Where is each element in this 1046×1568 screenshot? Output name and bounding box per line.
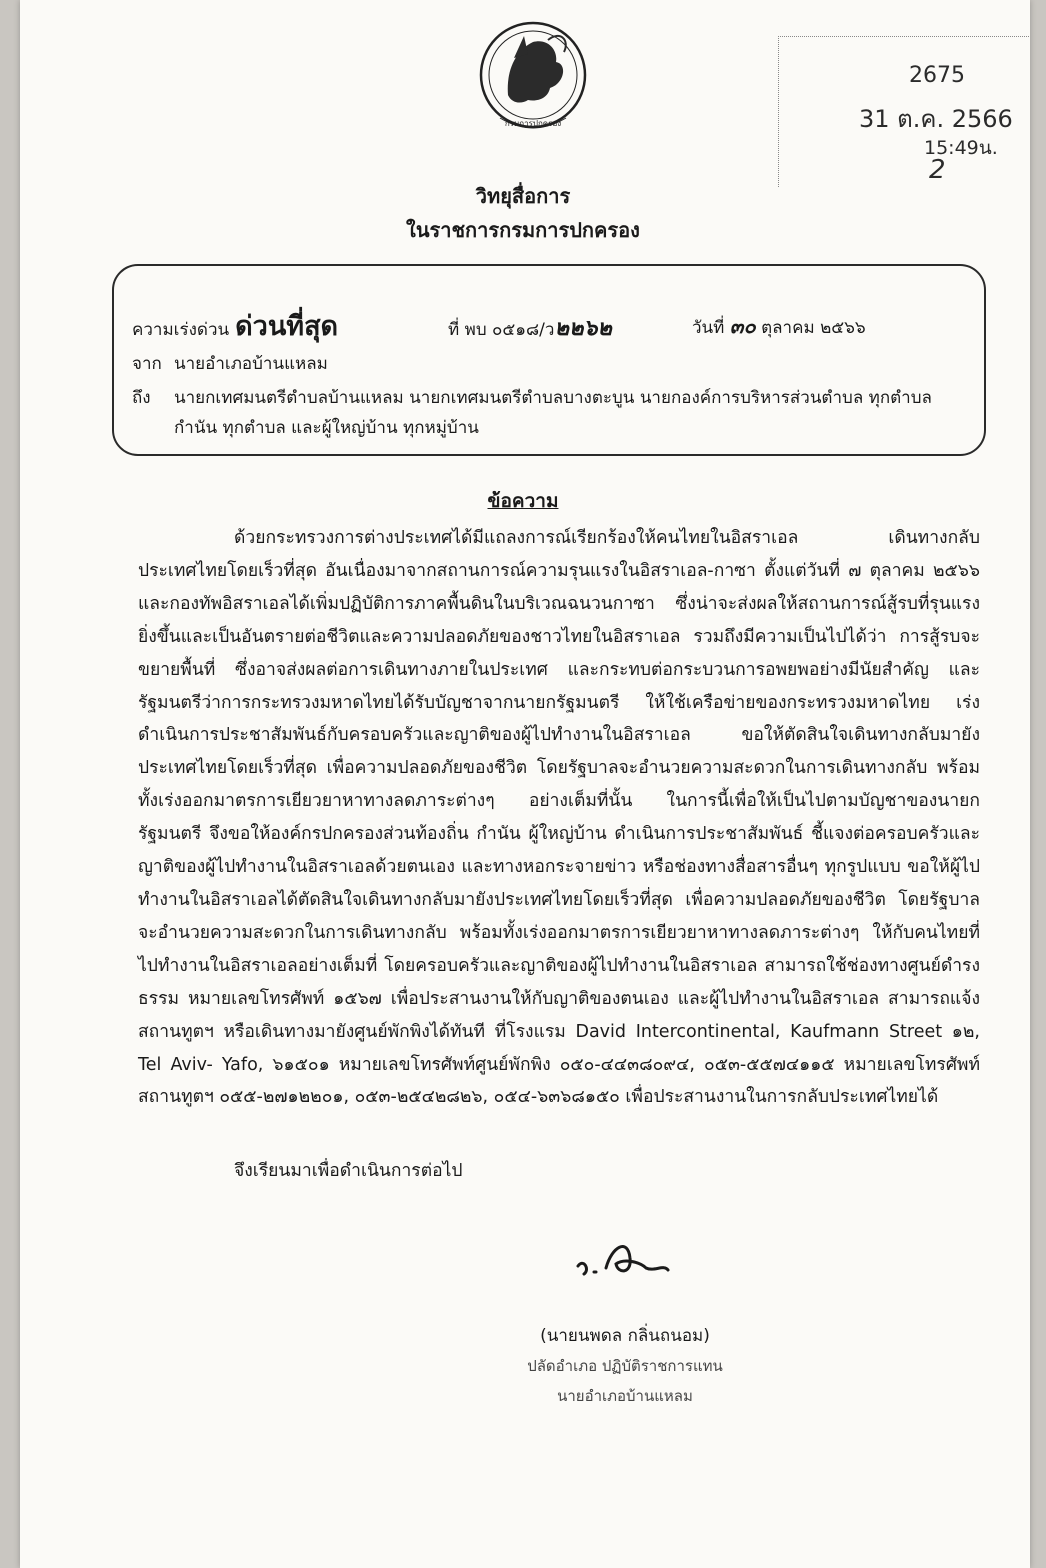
to-label: ถึง [132, 388, 151, 408]
signatory-position-2: นายอำเภอบ้านแหลม [557, 1387, 693, 1405]
urgency-value: ด่วนที่สุด [235, 311, 339, 342]
to-line-1: นายกเทศมนตรีตำบลบ้านแหลม นายกเทศมนตรีตำบลบางตะบูน นายกองค์การบริหารส่วนตำบล ทุกตำบล [174, 388, 932, 408]
reference-label: ที่ พบ ๐๕๑๘/ว [448, 320, 555, 340]
stamp-time: 15:49น. [924, 137, 998, 159]
signatory-name: (นายนพดล กลิ่นถนอม) [540, 1326, 710, 1346]
date-month-year: ตุลาคม ๒๕๖๖ [761, 318, 866, 338]
document-subtitle: ในราชการกรมการปกครอง [406, 218, 640, 242]
stamp-mark: 2 [929, 155, 946, 185]
department-seal-icon [478, 0, 588, 150]
document-title: วิทยุสื่อการ [475, 184, 571, 208]
receipt-stamp [778, 36, 1029, 187]
from-label: จาก [132, 354, 162, 374]
from-value: นายอำเภอบ้านแหลม [174, 354, 328, 374]
from-row [132, 350, 328, 377]
closing-line: จึงเรียนมาเพื่อดำเนินการต่อไป [234, 1161, 463, 1181]
urgency-label: ความเร่งด่วน [132, 320, 230, 340]
message-heading: ข้อความ [487, 490, 559, 512]
date-day: ๓๐ [729, 314, 756, 338]
signature-scribble: ภ. สิล [570, 1218, 573, 1219]
to-line-2: กำนัน ทุกตำบล และผู้ใหญ่บ้าน ทุกหมู่บ้าน [174, 418, 479, 438]
reference-row [448, 310, 612, 345]
to-row [132, 384, 932, 411]
message-body [138, 522, 980, 1114]
seal-text: กรมการปกครอง [504, 119, 562, 128]
date-row [692, 310, 866, 342]
reference-number: ๒๒๖๒ [554, 316, 612, 341]
signature-icon [570, 1218, 690, 1288]
message-paragraph: ด้วยกระทรวงการต่างประเทศได้มีแถลงการณ์เรียกร้องให้คนไทยในอิสราเอล เดินทางกลับประเทศไทยโดยเร็วที่สุด อันเนื่องมาจากสถานการณ์ความรุนแรงในอิสราเอล-กาซา ตั้งแต่วันที่ ๗ ตุลาคม ๒๕๖๖ และกองทัพอิสราเอลได้เพิ่มปฏิบัติการภาคพื้นดินในบริเวณฉนวนกาซา ซึ่งน่าจะส่งผลให้สถานการณ์สู้รบที่รุนแรงยิ่งขึ้นและเป็นอันตรายต่อชีวิตและความปลอดภัยของชาวไทยในอิสราเอล รวมถึงมีความเป็นไปได้ว่า การสู้รบจะขยายพื้นที่ ซึ่งอาจส่งผลต่อการเดินทางภายในประเทศ และกระทบต่อกระบวนการอพยพอย่างมีนัยสำคัญ และรัฐมนตรีว่าการกระทรวงมหาดไทยได้รับบัญชาจากนายกรัฐมนตรี ให้ใช้เครือข่ายของกระทรวงมหาดไทย เร่งดำเนินการประชาสัมพันธ์กับครอบครัวและญาติของผู้ไปทำงานในอิสราเอล ขอให้ตัดสินใจเดินทางกลับมายังประเทศไทยโดยเร็วที่สุด เพื่อความปลอดภัยของชีวิต โดยรัฐบาลจะอำนวยความสะดวกในการเดินทางกลับ พร้อมทั้งเร่งออกมาตรการเยียวยาหาทางลดภาระต่างๆ อย่างเต็มที่นั้น ในการนี้เพื่อให้เป็นไปตามบัญชาของนายกรัฐมนตรี จึงขอให้องค์กรปกครองส่วนท้องถิ่น กำนัน ผู้ใหญ่บ้าน ดำเนินการประชาสัมพันธ์ ชี้แจงต่อครอบครัวและญาติของผู้ไปทำงานในอิสราเอลด้วยตนเอง และทางหอกระจายข่าว หรือช่องทางสื่อสารอื่นๆ ทุกรูปแบบ ขอให้ผู้ไปทำงานในอิสราเอลได้ตัดสินใจเดินทางกลับมายังประเทศไทยโดยเร็วที่สุด เพื่อความปลอดภัยของชีวิต โดยรัฐบาลจะอำนวยความสะดวกในการเดินทางกลับ พร้อมทั้งเร่งออกมาตรการเยียวยาหาทางลดภาระต่างๆ ให้กับคนไทยที่ไปทำงานในอิสราเอลอย่างเต็มที่ โดยครอบครัวและญาติของผู้ไปทำงานในอิสราเอล สามารถใช้ช่องทางศูนย์ดำรงธรรม หมายเลขโทรศัพท์ ๑๕๖๗ เพื่อประสานงานให้กับญาติของตนเอง และผู้ไปทำงานในอิสราเอล สามารถแจ้งสถานทูตฯ หรือเดินทางมายังศูนย์พักพิงได้ทันที ที่โรงแรม David Intercontinental, Kaufmann Street ๑๒, Tel Aviv- Yafo, ๖๑๕๐๑ หมายเลขโทรศัพท์ศูนย์พักพิง ๐๕๐-๔๔๓๘๐๙๔, ๐๕๓-๕๕๗๔๑๑๕ หมายเลขโทรศัพท์สถานทูตฯ ๐๕๕-๒๗๑๒๒๐๑, ๐๕๓-๒๕๔๒๘๒๖, ๐๕๔-๖๓๖๘๑๕๐ เพื่อประสานงานในการกลับประเทศไทยได้ [138, 528, 980, 1108]
stamp-received-date: 31 ต.ค. 2566 [859, 105, 1013, 133]
stamp-received-no: 2675 [909, 63, 965, 88]
date-label: วันที่ [692, 318, 725, 338]
signatory-position-1: ปลัดอำเภอ ปฏิบัติราชการแทน [527, 1357, 723, 1375]
urgency-row [132, 304, 338, 347]
routing-box [112, 264, 986, 456]
